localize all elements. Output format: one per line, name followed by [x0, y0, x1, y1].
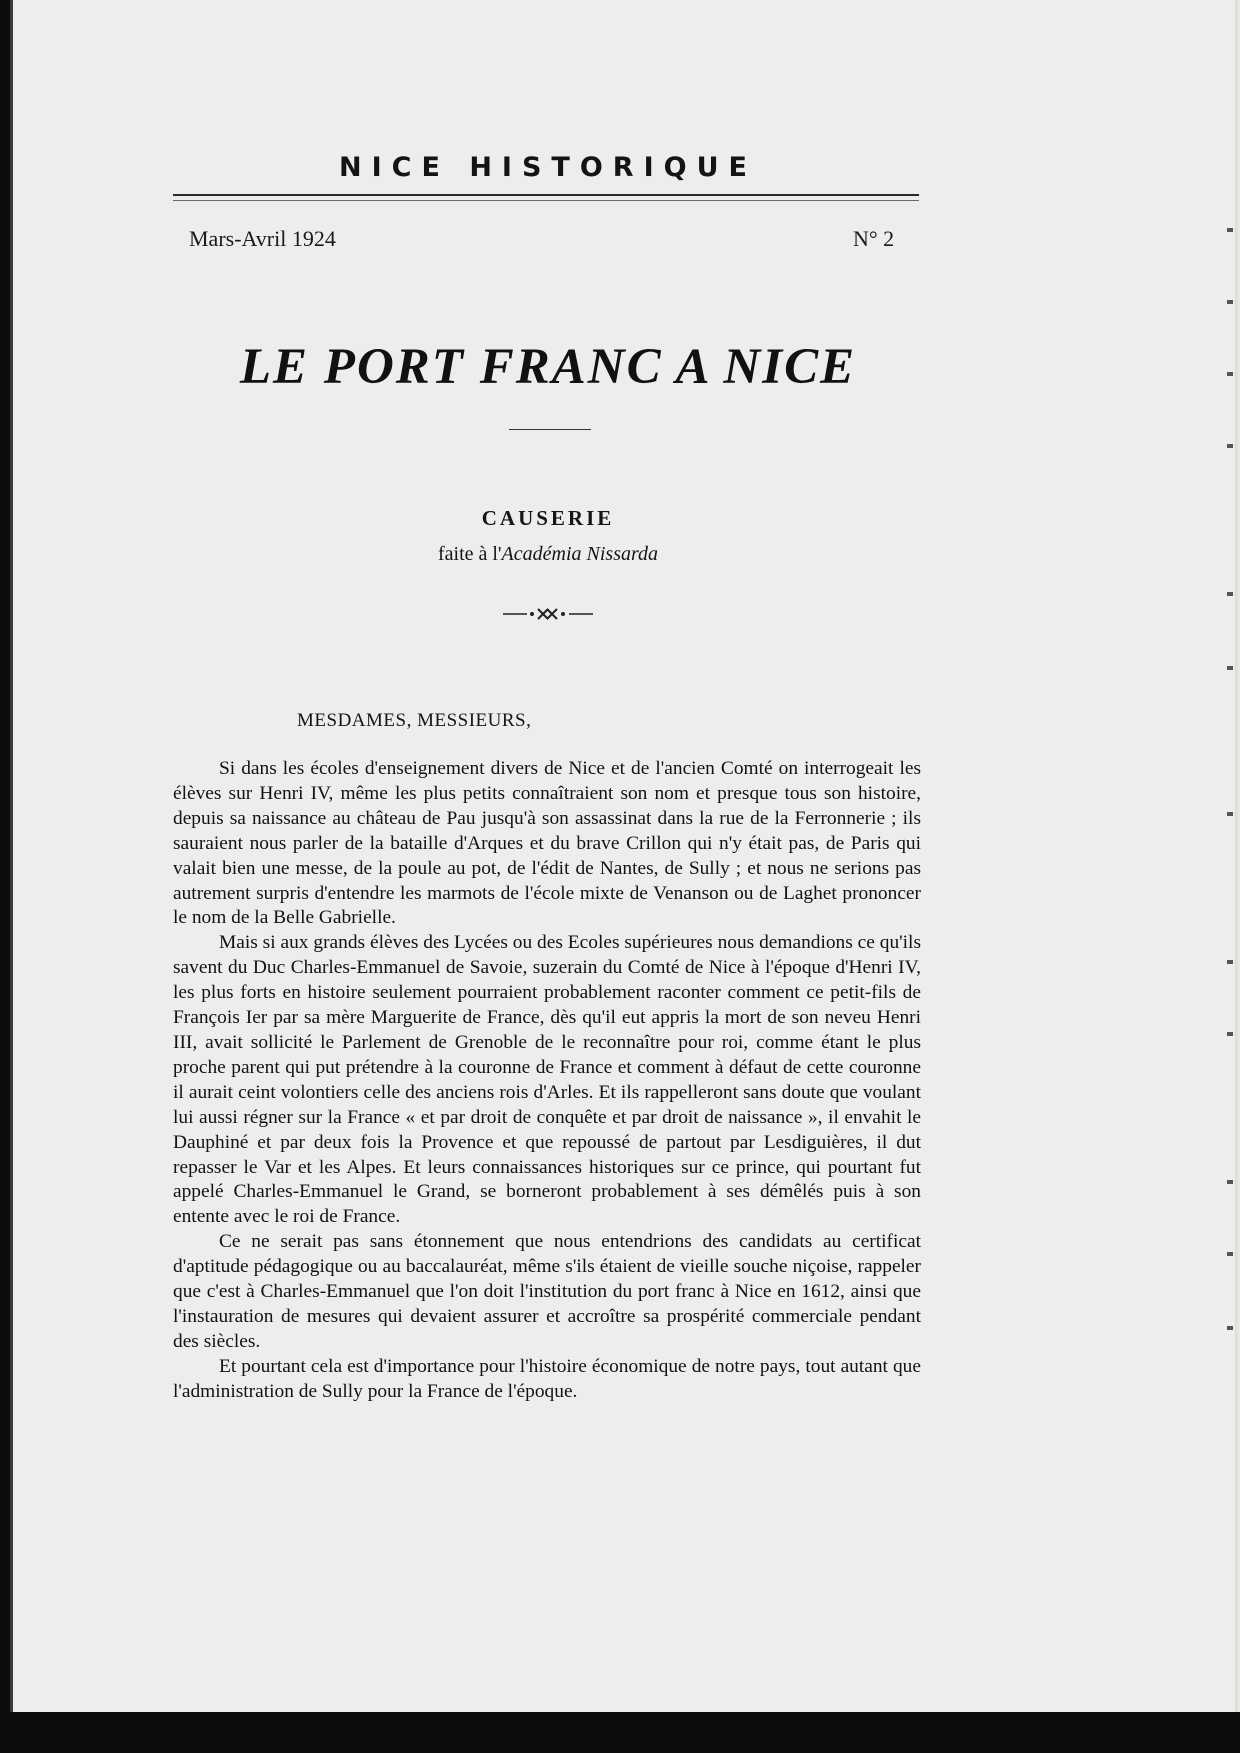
paragraph: Mais si aux grands élèves des Lycées ou des Ecoles supérieures nous demandions ce qu'ils savent du Duc Charles-Emmanuel de Savoie, suzerain du Comté de Nice à l'époque d'Henri IV, les plus forts en histoire seulement pourraient probablement raconter comment ce petit-fils de François Ier par sa mère Marguerite de France, dès qu'il eut appris la mort de son neveu Henri III, avait sollicité le Parlement de Grenoble de le reconnaître pour roi, comme étant le plus proche parent qui put prétendre à la couronne de France et comment à défaut de cette couronne il aurait ceint volontiers celle des anciens rois d'Arles. Et ils rappelleront sans doute que voulant lui aussi régner sur la France « et par droit de conquête et par droit de naissance », il envahit le Dauphiné et par deux fois la Provence et que repoussé de partout par Lesdiguières, il dut repasser le Var et les Alpes. Et leurs connaissances historiques sur ce prince, qui pourtant fut appelé Charles-Emmanuel le Grand, se borneront probablement à ses démêlés puis à son entente avec le roi de France. — [173, 932, 921, 1228]
paragraph: Ce ne serait pas sans étonnement que nous entendrions des candidats au certificat d'aptitude pédagogique ou au baccalauréat, même s'ils étaient de vieille souche niçoise, rappeler que c'est à Charles-Emmanuel que l'on doit l'institution du port franc à Nice en 1612, ainsi que l'instauration de mesures qui devaient assurer et accroître sa prospérité commerciale pendant des siècles. — [173, 1231, 921, 1352]
paragraph: Et pourtant cela est d'importance pour l'histoire économique de notre pays, tout autant que l'administration de Sully pour la France de l'époque. — [173, 1355, 921, 1402]
margin-mark — [1227, 1032, 1233, 1036]
margin-mark — [1227, 444, 1233, 448]
issue-date: Mars-Avril 1924 — [189, 226, 336, 251]
margin-mark — [1227, 372, 1233, 376]
ornament-divider — [503, 607, 593, 621]
masthead-rule — [173, 194, 919, 196]
subtitle-venue: Académia Nissarda — [501, 543, 659, 565]
title-divider — [509, 429, 591, 430]
salutation: MESDAMES, MESSIEURS, — [297, 710, 532, 731]
margin-mark — [1227, 960, 1233, 964]
margin-mark — [1227, 812, 1233, 816]
masthead-rule-thin — [173, 200, 919, 201]
margin-mark — [1227, 1180, 1233, 1184]
paragraph: Si dans les écoles d'enseignement divers de Nice et de l'ancien Comté on interrogeait les élèves sur Henri IV, même les plus petits connaîtraient son nom et presque tous son histoire, depuis sa naissance au château de Pau jusqu'à son assassinat dans la rue de la Ferronnerie ; ils sauraient nous parler de la bataille d'Arques et du brave Crillon qui n'y était pas, de Paris qui valait bien une messe, de la poule au pot, de l'édit de Nantes, de Sully ; et nous ne serions pas autrement surpris d'entendre les marmots de l'école mixte de Venanson ou de Laghet prononcer le nom de la Belle Gabrielle. — [173, 758, 921, 929]
subtitle-prefix: faite à l' — [437, 543, 502, 565]
page-edge — [1235, 0, 1240, 1712]
margin-mark — [1227, 228, 1233, 232]
margin-mark — [1227, 666, 1233, 670]
article-kind: CAUSERIE — [481, 506, 615, 530]
margin-mark — [1227, 1252, 1233, 1256]
margin-mark — [1227, 300, 1233, 304]
margin-mark — [1227, 1326, 1233, 1330]
article-body — [173, 757, 921, 1405]
article-title: LE PORT FRANC A NICE — [239, 339, 857, 395]
journal-masthead: NICE HISTORIQUE — [339, 152, 757, 183]
article-subtitle — [373, 543, 723, 566]
margin-mark — [1227, 592, 1233, 596]
document-page — [10, 0, 1240, 1712]
issue-number: N° 2 — [853, 226, 895, 251]
